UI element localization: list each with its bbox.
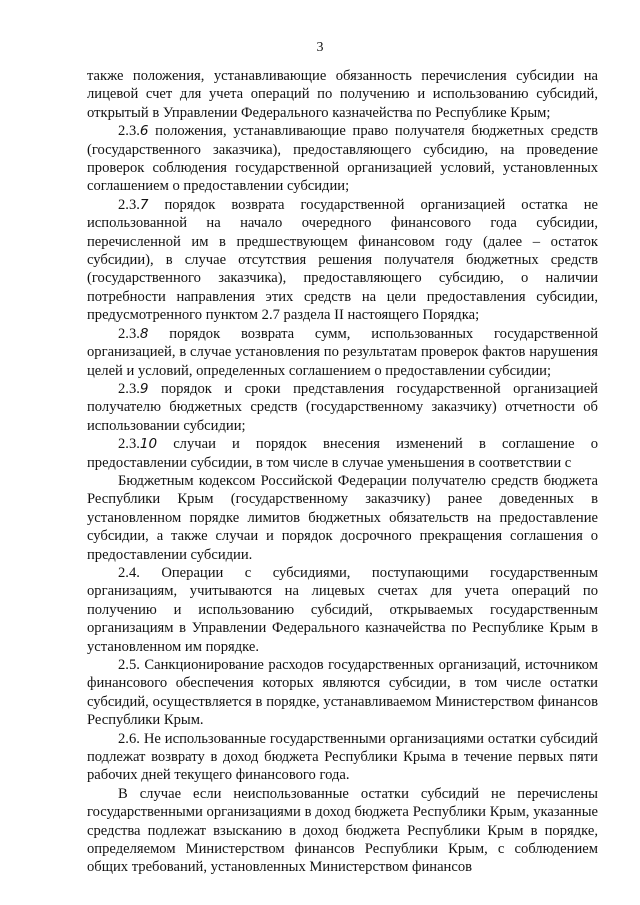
paragraph-text: 2.4. Операции с субсидиями, поступающими государственным организациям, учитываются на лицевых счетах для учета операций по получению и использованию субсидий, открываемых государственным организациям в Управлении Федерального казначейства по Республике Крым в установленном им порядке. bbox=[87, 564, 598, 655]
paragraph-2-3-7 bbox=[87, 196, 598, 325]
handwritten-number: 8 bbox=[139, 325, 149, 342]
page-number: 3 bbox=[316, 40, 324, 55]
handwritten-number: 6 bbox=[139, 123, 149, 140]
paragraph-2-3-9 bbox=[87, 380, 598, 435]
paragraph-2-5 bbox=[87, 656, 598, 730]
clause-number: 2.3. bbox=[118, 196, 140, 213]
paragraph-text: 2.5. Санкционирование расходов государственных организаций, источником финансового обеспечения которых являются субсидии, в том числе остатки субсидий, осуществляется в порядке, устанавливаемом Министерством финансов Республики Крым. bbox=[87, 657, 598, 729]
paragraph-budget-code bbox=[87, 472, 598, 564]
paragraph-2-3-10 bbox=[87, 435, 598, 472]
paragraph-2-3-6 bbox=[87, 122, 598, 196]
paragraph-2-4 bbox=[87, 564, 598, 656]
paragraph-text: В случае если неиспользованные остатки субсидий не перечислены государственными организациями в доход бюджета Республики Крым, указанные средства подлежат взысканию в доход бюджета Республики Крым в порядке, определяемом Министерством финансов Республики Крым, с соблюдением общих требований, установленных Министерством финансов bbox=[87, 785, 598, 876]
clause-number: 2.3. bbox=[118, 436, 140, 453]
paragraph-text: Бюджетным кодексом Российской Федерации получателю средств бюджета Республики Крым (государственному заказчику) ранее доведенных в установленном порядке лимитов бюджетных обязательств на предоставление субсидии, а также случаи и порядок досрочного прекращения соглашения о предоставлении субсидии. bbox=[87, 472, 598, 563]
handwritten-number: 10 bbox=[139, 436, 158, 453]
paragraph-text: порядок возврата сумм, использованных государственной организацией, в случае установления по результатам проверок фактов нарушения целей и условий, определенных соглашением о предоставлении субсидии; bbox=[87, 325, 598, 379]
paragraph-text: также положения, устанавливающие обязанность перечисления субсидии на лицевой счет для учета операций по получению и использованию субсидий, открытый в Управлении Федерального казначейства по Республике Крым; bbox=[87, 68, 598, 121]
document-body bbox=[87, 67, 598, 877]
paragraph-recovery bbox=[87, 785, 598, 877]
clause-number: 2.3. bbox=[118, 123, 140, 140]
handwritten-number: 9 bbox=[139, 380, 149, 397]
paragraph-text: порядок возврата государственной организацией остатка не использованной на начало очередного финансового года субсидии, перечисленной им в предшествующем финансовом году (далее – остаток субсидии), в случае отсутствия решения получателя бюджетных средств (государственного заказчика), предоставляющего субсидию, о наличии потребности направления этих средств на цели предоставления субсидии, предусмотренного пунктом 2.7 раздела II настоящего Порядка; bbox=[87, 196, 598, 324]
paragraph-2-3-8 bbox=[87, 325, 598, 380]
clause-number: 2.3. bbox=[118, 325, 140, 342]
paragraph-text: положения, устанавливающие право получателя бюджетных средств (государственного заказчика), предоставляющего субсидию, на проведение проверок соблюдения государственной организацией условий, установленных соглашением о предоставлении субсидии; bbox=[87, 123, 598, 195]
handwritten-number: 7 bbox=[139, 196, 149, 213]
clause-number: 2.3. bbox=[118, 380, 140, 397]
paragraph-2-6 bbox=[87, 730, 598, 785]
paragraph-text: случаи и порядок внесения изменений в соглашение о предоставлении субсидии, в том числе в случае уменьшения в соответствии с bbox=[87, 436, 598, 471]
paragraph-continuation bbox=[87, 67, 598, 122]
paragraph-text: 2.6. Не использованные государственными организациями остатки субсидий подлежат возврату в доход бюджета Республики Крыма в течение первых пяти рабочих дней текущего финансового года. bbox=[87, 730, 598, 784]
paragraph-text: порядок и сроки представления государственной организацией получателю бюджетных средств (государственному заказчику) отчетности об использовании субсидии; bbox=[87, 380, 598, 434]
